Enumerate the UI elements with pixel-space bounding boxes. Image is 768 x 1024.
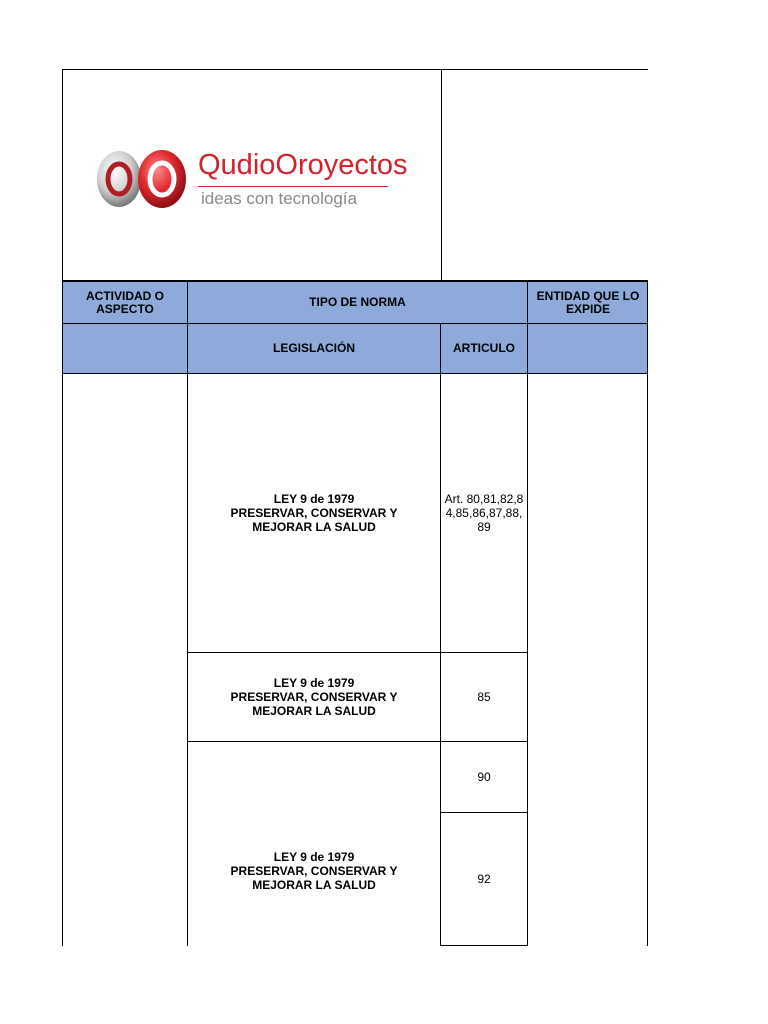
- table-row: [188, 742, 440, 946]
- company-logo: [95, 143, 408, 223]
- table-row: [188, 374, 440, 652]
- articulo-value: 92: [477, 872, 491, 886]
- table-row: [188, 653, 440, 741]
- header-entidad-label: ENTIDAD QUE LO EXPIDE: [536, 288, 640, 316]
- articulo-value: 90: [477, 770, 491, 784]
- legislacion-line: MEJORAR LA SALUD: [252, 520, 376, 534]
- articulo-cell: [441, 813, 527, 945]
- articulo-cell: [441, 653, 527, 741]
- header-articulo-label: ARTICULO: [453, 341, 515, 355]
- row-bottom-divider: [440, 945, 528, 946]
- header-entidad: [528, 282, 648, 323]
- legislacion-line: PRESERVAR, CONSERVAR Y: [230, 690, 398, 704]
- logo-underline: [198, 186, 388, 187]
- header-articulo: [441, 324, 527, 373]
- header-tipo-norma-label: TIPO DE NORMA: [309, 295, 406, 309]
- left-border: [62, 69, 63, 946]
- header-actividad-sub: [63, 324, 187, 373]
- col-divider-4: [647, 282, 648, 946]
- legislacion-line: MEJORAR LA SALUD: [252, 878, 376, 892]
- articulo-cell: [441, 742, 527, 812]
- logo-name: QudioOroyectos: [198, 149, 408, 181]
- legislacion-line: PRESERVAR, CONSERVAR Y: [230, 864, 398, 878]
- header-entidad-sub: [528, 324, 648, 373]
- header-legislacion: [188, 324, 440, 373]
- header-row-divider: [62, 323, 648, 324]
- legislacion-line: LEY 9 de 1979: [273, 676, 355, 690]
- top-border: [62, 69, 648, 70]
- logo-tagline: ideas con tecnología: [201, 189, 357, 208]
- header-actividad-label: ACTIVIDAD O ASPECTO: [86, 288, 164, 316]
- logo-divider: [441, 69, 442, 281]
- legislacion-line: PRESERVAR, CONSERVAR Y: [230, 506, 398, 520]
- legislacion-line: MEJORAR LA SALUD: [252, 704, 376, 718]
- col-divider-3: [527, 282, 528, 946]
- legislacion-line: LEY 9 de 1979: [273, 492, 355, 506]
- articulo-cell: [441, 374, 527, 652]
- articulo-value: 85: [477, 690, 491, 704]
- header-legislacion-label: LEGISLACIÓN: [272, 341, 355, 355]
- legislacion-line: LEY 9 de 1979: [273, 850, 355, 864]
- header-actividad: [63, 282, 187, 323]
- header-tipo-norma: [188, 282, 527, 323]
- articulo-value: Art. 80,81,82,84,85,86,87,88,89: [444, 492, 524, 534]
